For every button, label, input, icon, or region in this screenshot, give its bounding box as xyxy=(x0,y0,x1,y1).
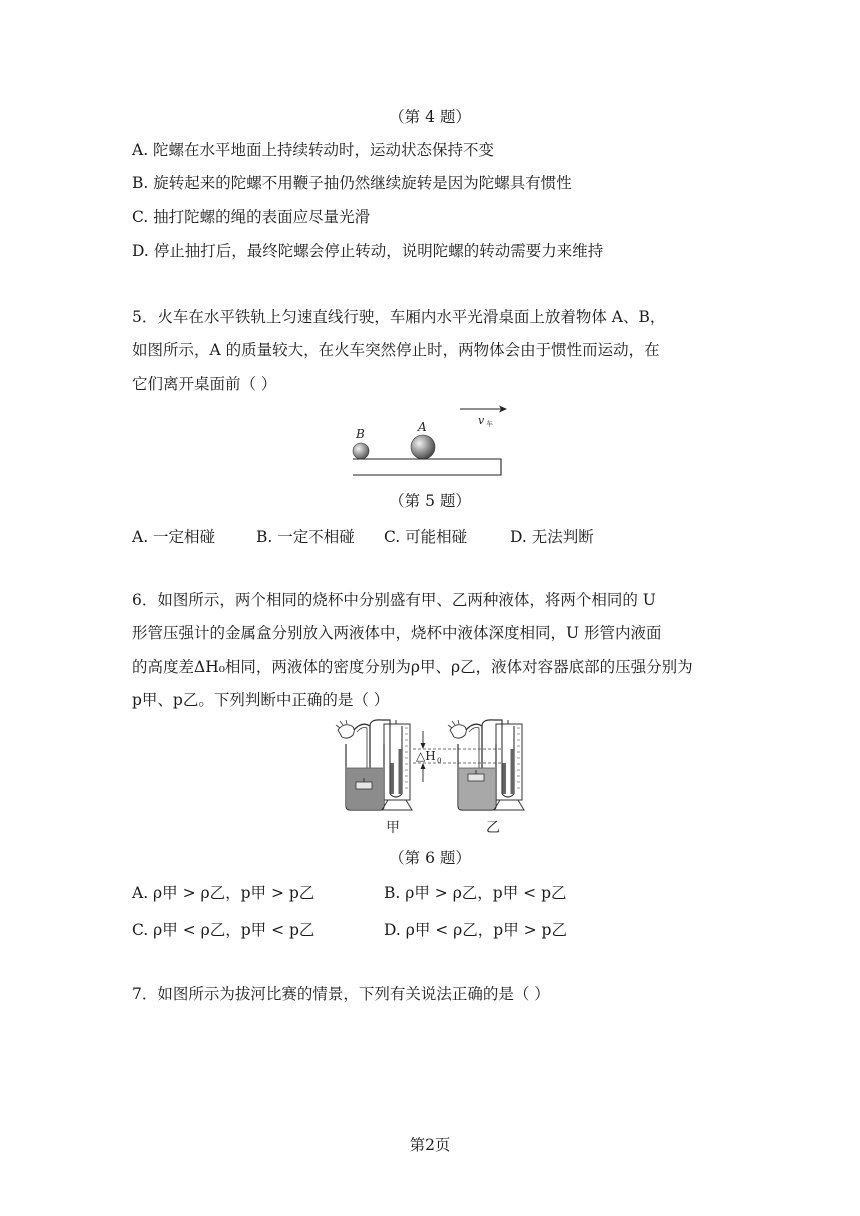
apparatus-left xyxy=(336,720,412,810)
q4-caption: （第 4 题） xyxy=(389,108,471,126)
q4-option-c: C. 抽打陀螺的绳的表面应尽量光滑 xyxy=(132,208,371,226)
q5-option-d: D. 无法判断 xyxy=(510,528,594,546)
q6-option-c: C. ρ甲 < ρ乙，p甲 < p乙 xyxy=(132,921,315,939)
q5-label-v: v xyxy=(478,414,485,427)
q5-option-a: A. 一定相碰 xyxy=(132,528,216,546)
q6-line-3: 的高度差ΔH₀相同，两液体的密度分别为ρ甲、ρ乙，液体对容器底部的压强分别为 xyxy=(132,658,693,676)
ball-a xyxy=(411,435,435,459)
q6-line-1: 6．如图所示，两个相同的烧杯中分别盛有甲、乙两种液体，将两个相同的 U xyxy=(132,591,656,609)
q5-option-b: B. 一定不相碰 xyxy=(256,528,355,546)
apparatus-right xyxy=(448,720,524,810)
q5-line-3: 它们离开桌面前（ ） xyxy=(132,375,277,393)
label-jia: 甲 xyxy=(386,820,400,836)
q5-label-a: A xyxy=(418,420,427,434)
q5-label-v-sub: 车 xyxy=(486,420,493,428)
q5-caption: （第 5 题） xyxy=(389,492,471,510)
q6-line-4: p甲、p乙。下列判断中正确的是（ ） xyxy=(132,691,390,709)
q5-line-2: 如图所示，A 的质量较大，在火车突然停止时，两物体会由于惯性而运动，在 xyxy=(132,341,660,359)
q6-figure xyxy=(326,716,538,838)
label-yi: 乙 xyxy=(486,820,500,836)
table-surface xyxy=(353,459,501,475)
page-number: 第2页 xyxy=(409,1136,451,1154)
q6-option-d: D. ρ甲 < ρ乙，p甲 > p乙 xyxy=(384,921,567,939)
q4-option-b: B. 旋转起来的陀螺不用鞭子抽仍然继续旋转是因为陀螺具有惯性 xyxy=(132,174,572,192)
q4-option-d: D. 停止抽打后，最终陀螺会停止转动，说明陀螺的转动需要力来维持 xyxy=(132,242,604,260)
q5-label-b: B xyxy=(356,427,365,441)
q6-line-2: 形管压强计的金属盒分别放入两液体中，烧杯中液体深度相同，U 形管内液面 xyxy=(132,624,662,642)
q6-option-a: A. ρ甲 > ρ乙，p甲 > p乙 xyxy=(132,884,315,902)
ball-b xyxy=(353,443,369,459)
delta-h-label: △H xyxy=(416,749,436,763)
q6-caption: （第 6 题） xyxy=(389,849,471,867)
q7-line-1: 7．如图所示为拔河比赛的情景，下列有关说法正确的是（ ） xyxy=(132,985,550,1003)
q5-line-1: 5．火车在水平铁轨上匀速直线行驶，车厢内水平光滑桌面上放着物体 A、B， xyxy=(132,308,666,326)
delta-h-sub: 0 xyxy=(437,757,442,765)
q5-option-c: C. 可能相碰 xyxy=(384,528,468,546)
q5-figure xyxy=(345,398,515,480)
q4-option-a: A. 陀螺在水平地面上持续转动时，运动状态保持不变 xyxy=(132,141,495,159)
q6-option-b: B. ρ甲 > ρ乙，p甲 < p乙 xyxy=(384,884,567,902)
